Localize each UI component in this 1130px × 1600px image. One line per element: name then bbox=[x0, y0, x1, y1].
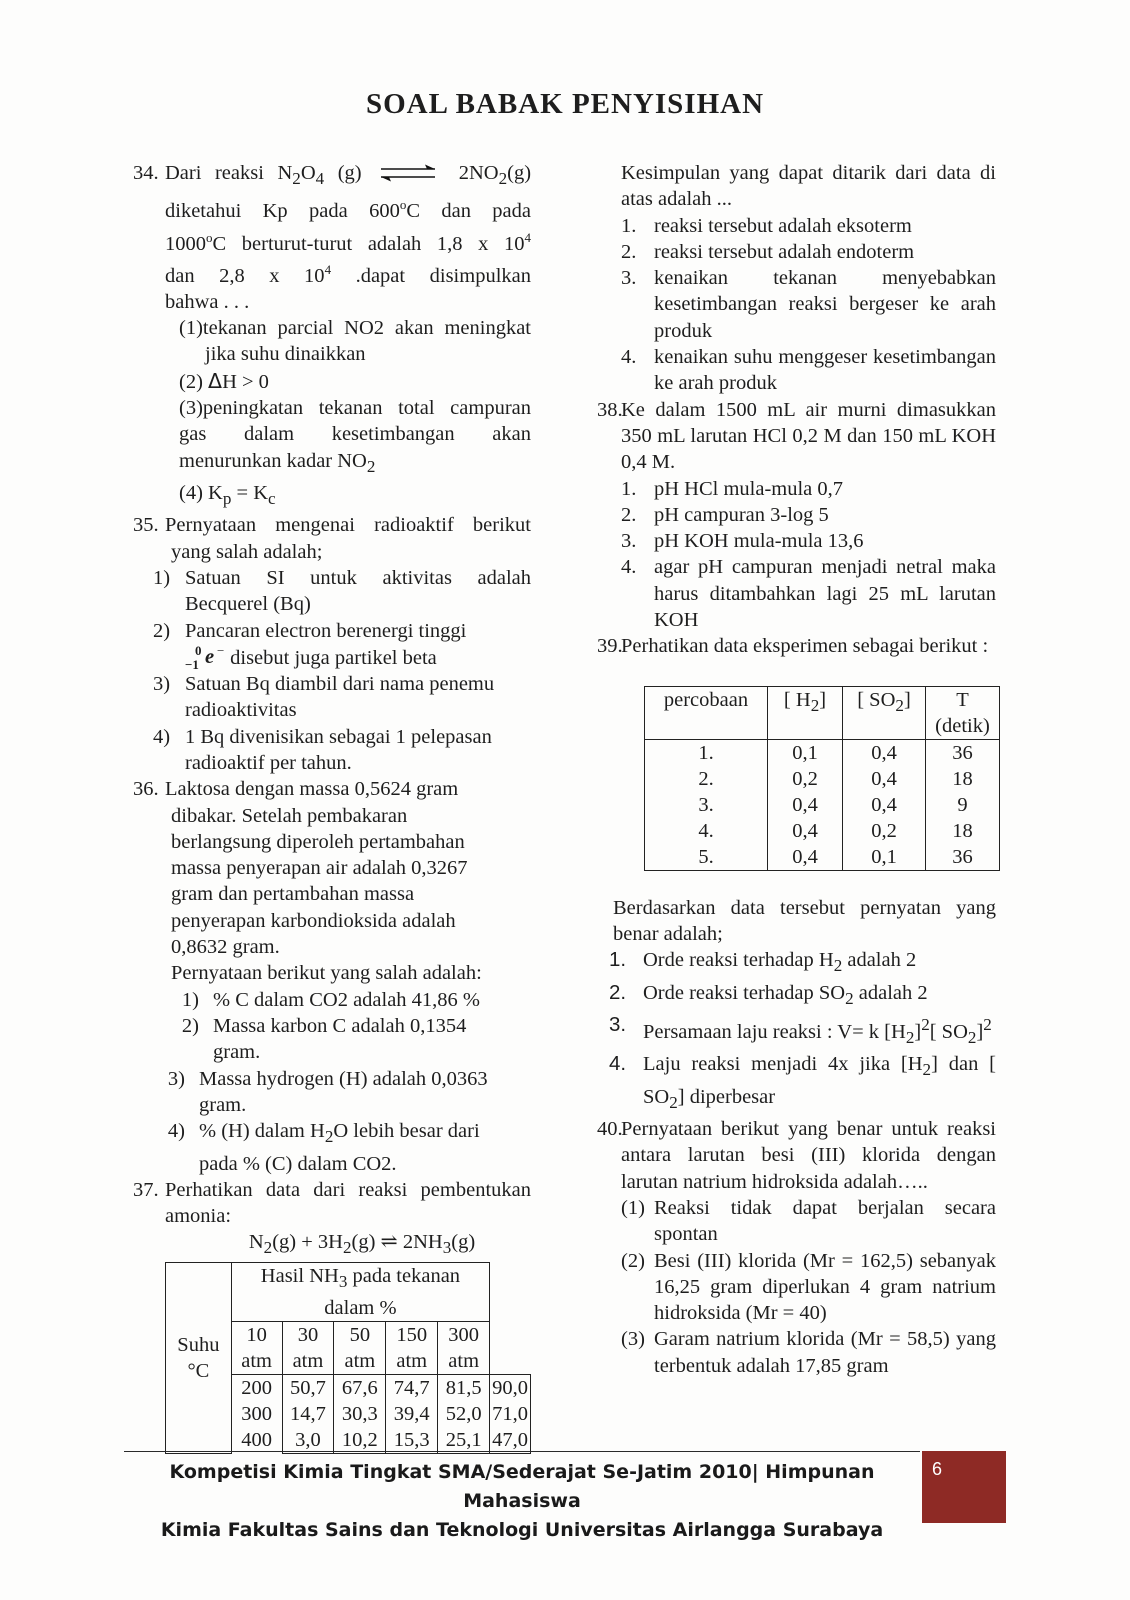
text: 400 bbox=[241, 1428, 272, 1451]
text: 10,2 bbox=[341, 1428, 378, 1451]
value-cell bbox=[490, 1374, 531, 1453]
item-label: 4) bbox=[153, 725, 171, 748]
value-cell bbox=[282, 1374, 334, 1453]
subscript: 2 bbox=[967, 1027, 977, 1047]
text: 5. bbox=[698, 845, 714, 868]
subscript: 2 bbox=[324, 1127, 334, 1147]
question-body bbox=[165, 512, 531, 565]
question-number: 38. bbox=[597, 398, 623, 421]
left-column bbox=[133, 160, 531, 1454]
header-percobaan: percobaan bbox=[645, 686, 768, 739]
text: 9 bbox=[957, 793, 968, 816]
text: 0,2 bbox=[792, 767, 818, 790]
suhu-label: Suhu bbox=[177, 1333, 220, 1356]
question-number: 35. bbox=[133, 514, 159, 537]
subscript: 2 bbox=[845, 988, 854, 1008]
text: 36 bbox=[952, 845, 973, 868]
text: 30,3 bbox=[341, 1402, 378, 1425]
item-label: 2. bbox=[621, 503, 637, 526]
trial-cell bbox=[645, 739, 768, 870]
q34-line-1 bbox=[165, 160, 531, 192]
text: 0,4 bbox=[871, 793, 897, 816]
text: O bbox=[300, 162, 316, 184]
so2-cell bbox=[843, 739, 926, 870]
question-body bbox=[165, 160, 531, 512]
q37-conclusion bbox=[597, 160, 996, 213]
text: dan 2,8 x 10 bbox=[165, 264, 325, 287]
q36-lead: Pernyataan berikut yang salah adalah: bbox=[171, 962, 482, 985]
item-text bbox=[643, 1051, 996, 1116]
q34-line-2 bbox=[165, 192, 531, 224]
text: 90,0 bbox=[492, 1376, 528, 1399]
beta-particle-symbol bbox=[185, 642, 225, 672]
page-title: SOAL BABAK PENYISIHAN bbox=[365, 88, 765, 120]
q39-items bbox=[597, 947, 996, 1116]
subscript: 2 bbox=[669, 1092, 678, 1112]
q40-item-1 bbox=[621, 1195, 996, 1248]
text: Orde reaksi terhadap H bbox=[643, 949, 834, 972]
text: 0,4 bbox=[792, 819, 818, 842]
q37-item-3 bbox=[621, 265, 996, 344]
q37-stem: Perhatikan data dari reaksi pembentukan amonia: bbox=[165, 1178, 531, 1228]
item-text: reaksi tersebut adalah eksoterm bbox=[654, 214, 912, 237]
text: .dapat disimpulkan bbox=[331, 264, 531, 287]
subscript: 2 bbox=[922, 1060, 932, 1080]
subscript: 2 bbox=[833, 956, 843, 976]
q37-item-1 bbox=[621, 213, 996, 239]
text: 0,2 bbox=[871, 819, 897, 842]
q34-option-1: (1)tekanan parcial NO2 akan meningkat jika suhu dinaikkan bbox=[179, 317, 531, 366]
item-label: 3) bbox=[153, 673, 171, 696]
pressure-cell: 30 atm bbox=[282, 1321, 334, 1374]
q38-item-1 bbox=[621, 476, 996, 502]
text: 300 bbox=[241, 1402, 272, 1425]
item-label: 1. bbox=[621, 477, 637, 500]
text: Orde reaksi terhadap SO bbox=[643, 981, 846, 1004]
text: 2. bbox=[698, 767, 714, 790]
text: 67,6 bbox=[341, 1376, 378, 1399]
text: (detik) bbox=[935, 714, 990, 737]
q39-item-4 bbox=[609, 1051, 996, 1116]
subscript: 2 bbox=[342, 1238, 352, 1258]
text: (g) ⇌ 2NH bbox=[351, 1231, 443, 1254]
q39-lead: Berdasarkan data tersebut pernyatan yang benar adalah; bbox=[613, 896, 996, 945]
item-text bbox=[185, 618, 531, 672]
text: 74,7 bbox=[393, 1376, 430, 1399]
item-label: 4. bbox=[621, 556, 637, 579]
header-so2 bbox=[843, 686, 926, 739]
question-body bbox=[165, 1177, 531, 1230]
subscript: 3 bbox=[442, 1238, 452, 1258]
subscript: 2 bbox=[810, 695, 820, 715]
h2-cell bbox=[768, 739, 843, 870]
superscript: 4 bbox=[324, 261, 332, 277]
item-text bbox=[185, 1118, 531, 1177]
q40-item-2 bbox=[621, 1248, 996, 1327]
item-label: 1) bbox=[153, 566, 171, 589]
question-number: 40. bbox=[597, 1118, 623, 1141]
superscript: o bbox=[206, 229, 213, 245]
page-number: 6 bbox=[932, 1459, 943, 1479]
text: Pancaran electron berenergi tinggi bbox=[185, 619, 467, 642]
q34-option-3 bbox=[179, 395, 531, 480]
item-label: 3. bbox=[609, 1013, 627, 1037]
text: 71,0 bbox=[492, 1402, 528, 1425]
right-column bbox=[597, 160, 996, 1379]
header-t bbox=[926, 686, 1000, 739]
text: 0,4 bbox=[871, 741, 897, 764]
text: 0,4 bbox=[792, 793, 818, 816]
q36-item-2 bbox=[133, 1013, 531, 1066]
text: 52,0 bbox=[445, 1402, 482, 1425]
item-text bbox=[643, 1012, 996, 1051]
text: ] bbox=[819, 688, 827, 711]
q39-item-2 bbox=[609, 980, 996, 1012]
item-text: pH campuran 3-log 5 bbox=[654, 503, 829, 526]
item-text: agar pH campuran menjadi netral maka harus ditambahkan lagi 25 mL larutan KOH bbox=[654, 556, 996, 632]
item-text bbox=[643, 947, 996, 979]
text: diketahui Kp pada 600 bbox=[165, 200, 400, 223]
item-text: 1 Bq divenisikan sebagai 1 pelepasan radioaktif per tahun. bbox=[185, 725, 492, 774]
item-label: 2. bbox=[609, 980, 627, 1004]
question-35 bbox=[133, 512, 531, 565]
text: (g) bbox=[507, 162, 532, 184]
text: 50,7 bbox=[290, 1376, 326, 1399]
q38-item-3 bbox=[621, 528, 996, 554]
text: (4) K bbox=[179, 481, 223, 504]
subscript: 2 bbox=[905, 1027, 915, 1047]
text: 15,3 bbox=[393, 1428, 430, 1451]
q37-item-2 bbox=[621, 239, 996, 265]
subscript: 2 bbox=[263, 1238, 273, 1258]
item-label: 2) bbox=[153, 619, 171, 642]
text: 3. bbox=[698, 793, 714, 816]
footer-line-1: Kompetisi Kimia Tingkat SMA/Sederajat Se-Jatim 2010| Himpunan Mahasiswa bbox=[169, 1461, 875, 1512]
page-number-badge bbox=[922, 1451, 1006, 1523]
item-label: 3. bbox=[621, 267, 637, 290]
item-text: kenaikan tekanan menyebabkan kesetimbangan reaksi bergeser ke arah produk bbox=[654, 267, 996, 342]
text: 1000 bbox=[165, 232, 206, 255]
item-text: % C dalam CO2 adalah 41,86 % bbox=[213, 988, 481, 1011]
question-39 bbox=[597, 633, 996, 659]
item-label: 2) bbox=[181, 1014, 199, 1037]
subscript: 4 bbox=[315, 169, 325, 189]
text: 0,1 bbox=[792, 741, 818, 764]
text: 4. bbox=[698, 819, 714, 842]
item-text: reaksi tersebut adalah endoterm bbox=[654, 240, 915, 263]
value-cell bbox=[334, 1374, 386, 1453]
text: O lebih besar dari pada % (C) dalam CO2. bbox=[199, 1120, 480, 1175]
item-label: 1. bbox=[609, 948, 627, 972]
item-text bbox=[643, 980, 996, 1012]
q34-options bbox=[179, 315, 531, 512]
table-header-row bbox=[166, 1262, 531, 1321]
item-label: 4. bbox=[609, 1052, 627, 1076]
text: (g) bbox=[324, 162, 362, 184]
q37-item-4 bbox=[621, 344, 996, 397]
time-cell bbox=[926, 739, 1000, 870]
ammonia-yield-table bbox=[165, 1262, 531, 1454]
equilibrium-arrows-icon bbox=[377, 163, 439, 183]
text: [ H bbox=[783, 688, 811, 711]
item-label: 1. bbox=[621, 214, 637, 237]
charge-number: −1 bbox=[185, 656, 199, 672]
text: 0,4 bbox=[871, 767, 897, 790]
text: ] bbox=[976, 1020, 984, 1043]
item-text: kenaikan suhu menggeser kesetimbangan ke arah produk bbox=[654, 346, 996, 395]
footer-text bbox=[124, 1458, 920, 1545]
pressure-cell: 300 atm bbox=[438, 1321, 490, 1374]
text: adalah 2 bbox=[842, 949, 917, 972]
item-label: 1) bbox=[181, 988, 199, 1011]
item-text: Massa karbon C adalah 0,1354 gram. bbox=[213, 1014, 467, 1064]
text: = K bbox=[231, 481, 269, 504]
question-body bbox=[165, 776, 531, 986]
text: 25,1 bbox=[445, 1428, 482, 1451]
text: 81,5 bbox=[445, 1376, 482, 1399]
item-text: Satuan Bq diambil dari nama penemu radioaktivitas bbox=[185, 673, 495, 722]
item-label: 3. bbox=[621, 530, 637, 553]
item-text: Satuan SI untuk aktivitas adalah Becquerel (Bq) bbox=[185, 566, 531, 616]
q36-stem: Laktosa dengan massa 0,5624 gram dibakar. Setelah pembakaran berlangsung diperoleh pertambahan massa penyerapan air adalah 0,3267 gram dan pertambahan massa penyerapan karbondioksida adalah 0,8632 gram. bbox=[165, 778, 468, 959]
item-text: pH HCl mula-mula 0,7 bbox=[654, 477, 844, 500]
text: 47,0 bbox=[492, 1428, 528, 1451]
conclusion-text: Kesimpulan yang dapat ditarik dari data di atas adalah ... bbox=[621, 162, 996, 211]
text: 18 bbox=[952, 819, 973, 842]
text: 200 bbox=[241, 1376, 272, 1399]
text: (g) + 3H bbox=[272, 1231, 343, 1254]
item-label: (3) bbox=[621, 1328, 645, 1351]
delta-symbol: Δ bbox=[208, 368, 223, 393]
q38-item-4 bbox=[621, 554, 996, 633]
subscript: 3 bbox=[338, 1271, 348, 1291]
text: 18 bbox=[952, 767, 973, 790]
subscript: 2 bbox=[366, 456, 376, 476]
q34-line-4 bbox=[165, 257, 531, 289]
q35-item-3 bbox=[153, 671, 531, 724]
value-cell bbox=[438, 1374, 490, 1453]
text: 3,0 bbox=[295, 1428, 321, 1451]
text: ] bbox=[914, 1020, 922, 1043]
q40-item-3 bbox=[621, 1326, 996, 1379]
superscript: o bbox=[399, 197, 407, 213]
q35-items bbox=[153, 565, 531, 776]
question-body bbox=[621, 633, 996, 659]
text: Persamaan laju reaksi : V= k [H bbox=[643, 1020, 906, 1043]
text: Dari reaksi N bbox=[165, 162, 293, 184]
temperature-cell bbox=[231, 1374, 282, 1453]
text: 0,1 bbox=[871, 845, 897, 868]
subscript: c bbox=[268, 489, 276, 509]
item-text: Besi (III) klorida (Mr = 162,5) sebanyak 16,25 gram diperlukan 4 gram natrium hidroksida (Mr = 40) bbox=[654, 1249, 996, 1325]
value-cell bbox=[386, 1374, 438, 1453]
rate-data-table bbox=[644, 686, 1000, 871]
q37-items bbox=[597, 213, 996, 397]
q40-stem: Pernyataan berikut yang benar untuk reaksi antara larutan besi (III) klorida dengan larutan natrium hidroksida adalah….. bbox=[621, 1118, 996, 1193]
question-body bbox=[621, 1116, 996, 1195]
question-40 bbox=[597, 1116, 996, 1195]
text: T bbox=[956, 688, 969, 711]
question-37 bbox=[133, 1177, 531, 1230]
superscript: 4 bbox=[524, 229, 531, 245]
q39-item-3 bbox=[609, 1012, 996, 1051]
item-label: 3) bbox=[167, 1067, 185, 1090]
text: Laju reaksi menjadi 4x jika [H bbox=[643, 1053, 923, 1076]
subscript: 2 bbox=[292, 169, 301, 189]
q38-item-2 bbox=[621, 502, 996, 528]
item-label: 4) bbox=[167, 1120, 185, 1143]
q35-item-4 bbox=[153, 724, 531, 777]
text: N bbox=[248, 1231, 264, 1254]
question-number: 37. bbox=[133, 1178, 159, 1201]
text: adalah 2 bbox=[853, 981, 928, 1004]
text: disebut juga partikel beta bbox=[225, 646, 437, 669]
q35-item-2 bbox=[153, 618, 531, 672]
text: ] diperbesar bbox=[677, 1085, 776, 1108]
text: H > 0 bbox=[222, 370, 269, 393]
item-text: pH KOH mula-mula 13,6 bbox=[654, 530, 864, 553]
subscript: 2 bbox=[895, 695, 904, 715]
subscript: p bbox=[222, 489, 232, 509]
text: (2) bbox=[179, 370, 209, 393]
text: 1. bbox=[698, 741, 714, 764]
text: Hasil NH bbox=[260, 1264, 339, 1287]
question-number: 39. bbox=[597, 635, 623, 658]
q34-line-3 bbox=[165, 225, 531, 257]
pressure-cell: 150 atm bbox=[386, 1321, 438, 1374]
text: ] bbox=[903, 688, 911, 711]
item-label: (2) bbox=[621, 1249, 645, 1272]
q37-equation bbox=[133, 1229, 531, 1261]
q36-item-1 bbox=[133, 987, 531, 1013]
item-text: Reaksi tidak dapat berjalan secara spontan bbox=[654, 1196, 996, 1246]
q36-items bbox=[133, 987, 531, 1177]
item-label: 4. bbox=[621, 346, 637, 369]
question-38 bbox=[597, 397, 996, 476]
item-text: Massa hydrogen (H) adalah 0,0363 gram. bbox=[199, 1067, 488, 1116]
text: C dan pada bbox=[406, 200, 531, 223]
text: 2NO bbox=[458, 162, 499, 184]
q34-line-5: bahwa . . . bbox=[165, 290, 250, 313]
q38-items bbox=[597, 476, 996, 634]
question-34 bbox=[133, 160, 531, 512]
hasil-header bbox=[231, 1262, 489, 1321]
footer-divider bbox=[124, 1451, 920, 1452]
text: [ SO bbox=[929, 1020, 968, 1043]
charge-sign: − bbox=[217, 642, 225, 658]
text: 39,4 bbox=[393, 1402, 430, 1425]
text: 14,7 bbox=[290, 1402, 326, 1425]
q34-option-2 bbox=[179, 368, 531, 395]
item-label: 2. bbox=[621, 240, 637, 263]
text: (3)peningkatan tekanan total campuran gas dalam kesetimbangan akan menurunkan kadar NO bbox=[179, 396, 531, 472]
q36-item-3 bbox=[133, 1066, 531, 1119]
text: pada tekanan dalam % bbox=[324, 1264, 461, 1319]
q35-stem: Pernyataan mengenai radioaktif berikut yang salah adalah; bbox=[165, 514, 531, 563]
mass-number: 0 bbox=[195, 642, 202, 658]
q39-stem: Perhatikan data eksperimen sebagai berikut : bbox=[621, 635, 989, 658]
q36-item-4 bbox=[133, 1118, 531, 1177]
question-body bbox=[621, 397, 996, 476]
table-header-row bbox=[645, 686, 1000, 739]
question-36 bbox=[133, 776, 531, 986]
electron-symbol: e bbox=[205, 645, 215, 668]
q40-items bbox=[597, 1195, 996, 1379]
text: (g) bbox=[451, 1231, 476, 1254]
superscript: 2 bbox=[983, 1015, 992, 1035]
pressure-cell: 10 atm bbox=[231, 1321, 282, 1374]
q34-option-4 bbox=[179, 480, 531, 512]
subscript: 2 bbox=[498, 169, 508, 189]
text: 0,4 bbox=[792, 845, 818, 868]
question-number: 34. bbox=[133, 162, 159, 184]
q38-stem: Ke dalam 1500 mL air murni dimasukkan 350 mL larutan HCl 0,2 M dan 150 mL KOH 0,4 M. bbox=[621, 398, 996, 474]
q39-item-1 bbox=[609, 947, 996, 979]
suhu-header bbox=[166, 1262, 232, 1453]
text: C berturut-turut adalah 1,8 x 10 bbox=[212, 232, 525, 255]
suhu-unit: °C bbox=[187, 1359, 210, 1382]
q35-item-1 bbox=[153, 565, 531, 618]
item-text: Garam natrium klorida (Mr = 58,5) yang terbentuk adalah 17,85 gram bbox=[654, 1328, 996, 1377]
footer-line-2: Kimia Fakultas Sains dan Teknologi Universitas Airlangga Surabaya bbox=[160, 1519, 884, 1541]
table-row bbox=[645, 739, 1000, 870]
text: [ SO bbox=[857, 688, 896, 711]
question-number: 36. bbox=[133, 778, 159, 801]
text: % (H) dalam H bbox=[199, 1120, 325, 1143]
header-h2 bbox=[768, 686, 843, 739]
text: 36 bbox=[952, 741, 973, 764]
item-label: (1) bbox=[621, 1196, 645, 1219]
superscript: 2 bbox=[921, 1015, 930, 1035]
pressure-cell: 50 atm bbox=[334, 1321, 386, 1374]
text: ] dan [ SO bbox=[643, 1053, 996, 1108]
